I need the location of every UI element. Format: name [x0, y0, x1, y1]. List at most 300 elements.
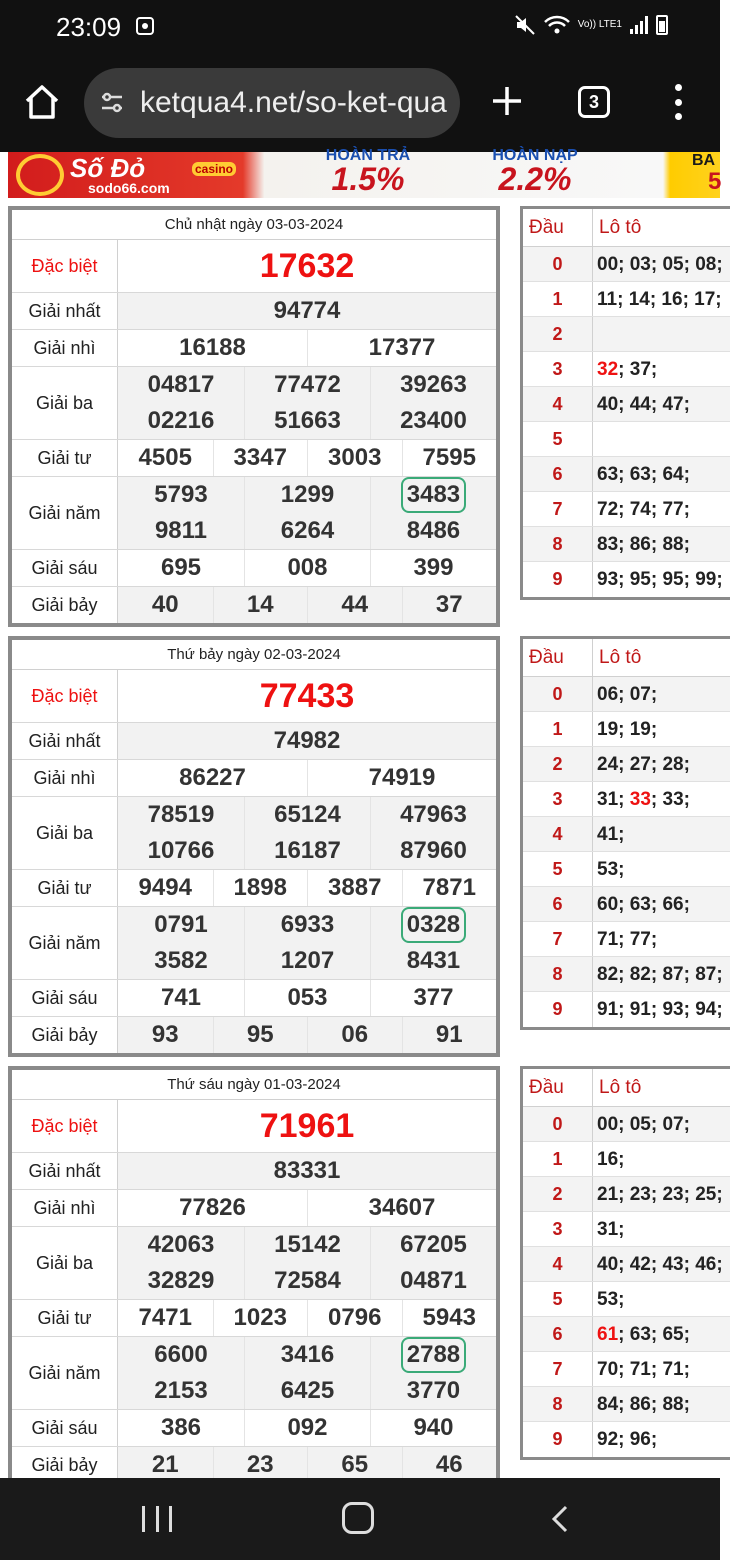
loto-row — [523, 712, 730, 747]
prize-number: 65 — [307, 1447, 402, 1483]
loto-header-dau: Đầu — [523, 1069, 593, 1106]
site-settings-icon[interactable] — [100, 92, 124, 114]
ad-banner[interactable] — [8, 147, 722, 198]
prize-row-g1 — [12, 723, 496, 760]
prize-number: 06 — [307, 1017, 402, 1053]
prize-number: 47963 — [370, 797, 496, 833]
loto-dau: 3 — [523, 352, 593, 386]
loto-dau: 6 — [523, 457, 593, 491]
loto-values-text: 53; — [597, 1289, 625, 1310]
promo-deposit — [460, 147, 610, 197]
prize-label: Giải năm — [12, 477, 118, 549]
loto-values — [593, 492, 730, 526]
loto-row — [523, 317, 730, 352]
result-date: Thứ sáu ngày 01-03-2024 — [12, 1070, 496, 1100]
prize-number: 37 — [402, 587, 497, 623]
url-text: ketqua4.net/so-ket-qua — [140, 86, 447, 119]
prize-number: 5793 — [154, 481, 208, 508]
status-icons — [514, 14, 668, 36]
loto-header — [523, 639, 730, 677]
loto-dau: 1 — [523, 712, 593, 746]
prize-row-g3 — [12, 1227, 496, 1300]
result-table — [8, 206, 500, 627]
home-button-icon[interactable] — [342, 1502, 374, 1534]
loto-values-text: 92; 96; — [597, 1429, 658, 1450]
prize-values — [118, 587, 496, 623]
prize-values — [118, 367, 496, 439]
prize-number: 9494 — [138, 874, 192, 901]
promo-deposit-value: 2.2% — [498, 161, 572, 197]
loto-dau: 7 — [523, 922, 593, 956]
loto-dau: 4 — [523, 387, 593, 421]
prize-row-g7 — [12, 587, 496, 623]
loto-values — [593, 562, 730, 597]
prize-number: 77472 — [244, 367, 370, 403]
prize-values — [118, 550, 496, 586]
prize-row-g2 — [12, 330, 496, 367]
prize-row-g6 — [12, 1410, 496, 1447]
loto-values-text: 21; 23; 23; 25; — [597, 1184, 723, 1205]
prize-label: Giải nhất — [12, 293, 118, 329]
prize-values — [118, 240, 496, 292]
loto-dau: 8 — [523, 527, 593, 561]
prize-number: 23400 — [370, 403, 496, 439]
loto-row — [523, 457, 730, 492]
prize-number: 04871 — [370, 1263, 496, 1299]
loto-highlight: 33 — [629, 789, 651, 810]
prize-number: 741 — [160, 984, 202, 1011]
loto-row — [523, 1317, 730, 1352]
prize-label: Giải sáu — [12, 1410, 118, 1446]
result-date: Chủ nhật ngày 03-03-2024 — [12, 210, 496, 240]
prize-row-g6 — [12, 980, 496, 1017]
prize-row-g2 — [12, 1190, 496, 1227]
loto-dau: 8 — [523, 957, 593, 991]
prize-number: 44 — [307, 587, 402, 623]
prize-label: Giải năm — [12, 907, 118, 979]
prize-number: 4505 — [138, 444, 192, 471]
prize-label: Giải nhất — [12, 1153, 118, 1189]
loto-dau: 6 — [523, 887, 593, 921]
prize-number: 23 — [213, 1447, 308, 1483]
prize-values — [118, 1410, 496, 1446]
prize-number: 91 — [402, 1017, 497, 1053]
loto-header-loto: Lô tô — [599, 1077, 642, 1098]
result-table — [8, 1066, 500, 1487]
prize-number: 3887 — [307, 870, 402, 906]
prize-number: 77826 — [179, 1194, 246, 1221]
banner-casino-tag: casino — [192, 162, 236, 176]
loto-header-loto: Lô tô — [599, 647, 642, 668]
prize-number: 377 — [370, 980, 496, 1016]
loto-row — [523, 282, 730, 317]
prize-row-g5 — [12, 1337, 496, 1410]
loto-values — [593, 957, 730, 991]
loto-values — [593, 817, 730, 851]
prize-number: 8486 — [370, 513, 496, 549]
prize-number: 1299 — [244, 477, 370, 513]
loto-values-text: 71; 77; — [597, 929, 658, 950]
loto-values-text: 83; 86; 88; — [597, 534, 690, 555]
clock: 23:09 — [56, 12, 122, 42]
loto-values — [593, 1142, 730, 1176]
loto-row — [523, 957, 730, 992]
prize-number: 695 — [160, 554, 202, 581]
prize-values — [118, 1300, 496, 1336]
prize-number: 94774 — [273, 297, 341, 324]
loto-dau: 7 — [523, 1352, 593, 1386]
prize-number: 3416 — [244, 1337, 370, 1373]
prize-number — [370, 477, 496, 513]
prize-number: 83331 — [273, 1157, 341, 1184]
loto-header — [523, 209, 730, 247]
loto-header-dau: Đầu — [523, 209, 593, 246]
prize-row-db — [12, 240, 496, 293]
prize-number: 17632 — [259, 246, 355, 285]
loto-dau: 9 — [523, 992, 593, 1027]
loto-values — [593, 782, 730, 816]
prize-number: 399 — [370, 550, 496, 586]
banner-cut-text: BA — [692, 152, 716, 169]
prize-label: Đặc biệt — [12, 240, 118, 292]
loto-values — [593, 352, 730, 386]
promo-refund — [298, 147, 438, 197]
prize-label: Giải sáu — [12, 550, 118, 586]
prize-number: 6264 — [244, 513, 370, 549]
prize-number: 7471 — [138, 1304, 192, 1331]
prize-values — [118, 293, 496, 329]
loto-values-text: ; 63; 65; — [618, 1324, 690, 1345]
prize-row-g4 — [12, 440, 496, 477]
loto-values — [593, 747, 730, 781]
prize-label: Giải sáu — [12, 980, 118, 1016]
promo-refund-value: 1.5% — [331, 161, 405, 197]
prize-row-g1 — [12, 1153, 496, 1190]
loto-row — [523, 562, 730, 597]
loto-values-text: 53; — [597, 859, 625, 880]
prize-number: 34607 — [307, 1190, 496, 1226]
prize-number: 5943 — [402, 1300, 497, 1336]
loto-row — [523, 1247, 730, 1282]
loto-dau: 1 — [523, 1142, 593, 1176]
prize-row-g6 — [12, 550, 496, 587]
prize-number: 86227 — [179, 764, 246, 791]
signal-icon — [630, 16, 648, 34]
prize-label: Giải bảy — [12, 1447, 118, 1483]
loto-row — [523, 1212, 730, 1247]
prize-number: 3582 — [154, 947, 208, 974]
prize-number: 15142 — [244, 1227, 370, 1263]
loto-header-dau: Đầu — [523, 639, 593, 676]
prize-number: 16187 — [244, 833, 370, 869]
loto-row — [523, 677, 730, 712]
prize-row-db — [12, 1100, 496, 1153]
prize-number: 1207 — [244, 943, 370, 979]
loto-values-text: 41; — [597, 824, 625, 845]
prize-number: 42063 — [147, 1231, 215, 1258]
prize-values — [118, 670, 496, 722]
loto-row — [523, 1282, 730, 1317]
loto-values-pre: 31; — [597, 789, 630, 810]
loto-values-text: 31; — [597, 1219, 625, 1240]
prize-number — [370, 1337, 496, 1373]
loto-values — [593, 1317, 730, 1351]
prize-number: 008 — [244, 550, 370, 586]
circled-number: 0328 — [401, 907, 466, 943]
battery-icon — [656, 15, 668, 35]
loto-row — [523, 1422, 730, 1457]
loto-row — [523, 422, 730, 457]
loto-dau: 2 — [523, 747, 593, 781]
loto-dau: 8 — [523, 1387, 593, 1421]
prize-row-db — [12, 670, 496, 723]
prize-number: 6425 — [244, 1373, 370, 1409]
loto-values — [593, 922, 730, 956]
loto-values — [593, 1107, 730, 1141]
loto-values — [593, 677, 730, 711]
loto-values-text: 60; 63; 66; — [597, 894, 690, 915]
loto-header-loto: Lô tô — [599, 217, 642, 238]
prize-label: Giải tư — [12, 870, 118, 906]
loto-values — [593, 422, 730, 456]
casino-logo-icon — [16, 154, 64, 196]
banner-brand: Số Đỏ — [70, 153, 146, 183]
prize-label: Giải ba — [12, 1227, 118, 1299]
loto-row — [523, 817, 730, 852]
prize-number: 10766 — [147, 837, 215, 864]
prize-label: Đặc biệt — [12, 670, 118, 722]
prize-number: 04817 — [147, 371, 215, 398]
result-date: Thứ bảy ngày 02-03-2024 — [12, 640, 496, 670]
circled-number: 3483 — [401, 477, 466, 513]
loto-row — [523, 782, 730, 817]
loto-dau: 0 — [523, 1107, 593, 1141]
loto-values-text: 19; 19; — [597, 719, 658, 740]
loto-row — [523, 922, 730, 957]
prize-values — [118, 330, 496, 366]
prize-values — [118, 440, 496, 476]
loto-values — [593, 1352, 730, 1386]
prize-number: 67205 — [370, 1227, 496, 1263]
prize-label: Giải nhì — [12, 330, 118, 366]
loto-values-text: 00; 03; 05; 08; — [597, 254, 723, 275]
loto-values-text: 40; 42; 43; 46; — [597, 1254, 723, 1275]
loto-values — [593, 1282, 730, 1316]
loto-dau: 5 — [523, 422, 593, 456]
prize-number: 02216 — [147, 407, 215, 434]
loto-dau: 0 — [523, 677, 593, 711]
prize-number: 14 — [213, 587, 308, 623]
prize-label: Giải ba — [12, 797, 118, 869]
prize-number: 46 — [402, 1447, 497, 1483]
prize-label: Giải bảy — [12, 1017, 118, 1053]
loto-dau: 5 — [523, 1282, 593, 1316]
loto-row — [523, 1142, 730, 1177]
prize-number: 3003 — [307, 440, 402, 476]
prize-row-g3 — [12, 797, 496, 870]
promo-deposit-title: HOÀN NẠP — [492, 147, 578, 164]
loto-values-text: 16; — [597, 1149, 625, 1170]
prize-row-g2 — [12, 760, 496, 797]
prize-number: 1898 — [213, 870, 308, 906]
prize-number: 940 — [370, 1410, 496, 1446]
volte-indicator: Vo)) LTE1 — [577, 19, 622, 30]
prize-number: 386 — [160, 1414, 202, 1441]
loto-row — [523, 887, 730, 922]
loto-body — [523, 247, 730, 597]
prize-number: 2153 — [154, 1377, 208, 1404]
prize-label: Giải ba — [12, 367, 118, 439]
loto-row — [523, 1107, 730, 1142]
loto-row — [523, 747, 730, 782]
status-bar — [0, 0, 720, 56]
loto-header — [523, 1069, 730, 1107]
prize-number: 40 — [151, 591, 179, 618]
prize-label: Giải nhất — [12, 723, 118, 759]
prize-number: 93 — [151, 1021, 179, 1048]
loto-row — [523, 247, 730, 282]
prize-number: 0796 — [307, 1300, 402, 1336]
loto-dau: 4 — [523, 1247, 593, 1281]
wifi-icon — [544, 14, 570, 36]
prize-number: 32829 — [147, 1267, 215, 1294]
loto-values — [593, 992, 730, 1027]
loto-values — [593, 317, 730, 351]
prize-row-g4 — [12, 1300, 496, 1337]
loto-values — [593, 457, 730, 491]
loto-values-text: 24; 27; 28; — [597, 754, 690, 775]
result-table — [8, 636, 500, 1057]
prize-number: 6600 — [154, 1341, 208, 1368]
prize-label: Giải bảy — [12, 587, 118, 623]
prize-number: 3770 — [370, 1373, 496, 1409]
loto-body — [523, 1107, 730, 1457]
loto-table — [520, 206, 730, 600]
loto-values — [593, 387, 730, 421]
loto-row — [523, 387, 730, 422]
tab-switcher-button[interactable]: 3 — [578, 86, 610, 118]
prize-label: Giải nhì — [12, 760, 118, 796]
loto-body — [523, 677, 730, 1027]
prize-row-g5 — [12, 907, 496, 980]
loto-dau: 9 — [523, 562, 593, 597]
back-icon[interactable] — [548, 1504, 572, 1534]
loto-values-text: ; 37; — [618, 359, 658, 380]
prize-number: 0791 — [154, 911, 208, 938]
prize-values — [118, 797, 496, 869]
prize-number: 87960 — [370, 833, 496, 869]
prize-values — [118, 477, 496, 549]
loto-values — [593, 527, 730, 561]
prize-number: 9811 — [154, 517, 208, 544]
prize-values — [118, 1100, 496, 1152]
loto-dau: 9 — [523, 1422, 593, 1457]
prize-number: 72584 — [244, 1263, 370, 1299]
loto-row — [523, 852, 730, 887]
prize-number: 053 — [244, 980, 370, 1016]
prize-number: 7595 — [402, 440, 497, 476]
prize-values — [118, 760, 496, 796]
home-icon[interactable] — [22, 82, 62, 122]
prize-row-g7 — [12, 1017, 496, 1053]
recents-icon[interactable] — [142, 1506, 172, 1532]
loto-row — [523, 1177, 730, 1212]
loto-values — [593, 1422, 730, 1457]
loto-values-text: 91; 91; 93; 94; — [597, 999, 723, 1020]
loto-dau: 7 — [523, 492, 593, 526]
prize-row-g4 — [12, 870, 496, 907]
loto-row — [523, 1387, 730, 1422]
new-tab-icon[interactable] — [490, 84, 524, 118]
prize-number: 74982 — [273, 727, 341, 754]
system-nav-bar — [0, 1478, 720, 1560]
more-menu-icon[interactable] — [672, 84, 684, 120]
prize-number: 21 — [151, 1451, 179, 1478]
prize-values — [118, 1017, 496, 1053]
loto-table — [520, 1066, 730, 1460]
loto-row — [523, 527, 730, 562]
loto-values-text: 84; 86; 88; — [597, 1394, 690, 1415]
prize-row-g5 — [12, 477, 496, 550]
loto-values — [593, 247, 730, 281]
loto-values — [593, 282, 730, 316]
banner-site: sodo66.com — [88, 180, 170, 196]
loto-row — [523, 992, 730, 1027]
prize-values — [118, 980, 496, 1016]
prize-number: 6933 — [244, 907, 370, 943]
loto-values-text: 72; 74; 77; — [597, 499, 690, 520]
prize-number: 1023 — [213, 1300, 308, 1336]
loto-values-text: 82; 82; 87; 87; — [597, 964, 723, 985]
prize-values — [118, 1227, 496, 1299]
loto-values — [593, 1387, 730, 1421]
loto-values-text: 40; 44; 47; — [597, 394, 690, 415]
prize-number: 3347 — [213, 440, 308, 476]
prize-number: 95 — [213, 1017, 308, 1053]
prize-number — [370, 907, 496, 943]
loto-values — [593, 1177, 730, 1211]
prize-number: 8431 — [370, 943, 496, 979]
loto-values-text: 11; 14; 16; 17; — [597, 289, 722, 310]
loto-values-text: 63; 63; 64; — [597, 464, 690, 485]
prize-label: Giải năm — [12, 1337, 118, 1409]
prize-number: 7871 — [402, 870, 497, 906]
loto-table — [520, 636, 730, 1030]
promo-refund-title: HOÀN TRẢ — [325, 147, 411, 164]
prize-number: 51663 — [244, 403, 370, 439]
prize-number: 39263 — [370, 367, 496, 403]
loto-row — [523, 352, 730, 387]
loto-dau: 0 — [523, 247, 593, 281]
loto-dau: 2 — [523, 317, 593, 351]
loto-dau: 4 — [523, 817, 593, 851]
mute-icon — [514, 14, 536, 36]
prize-number: 092 — [244, 1410, 370, 1446]
prize-number: 71961 — [259, 1106, 355, 1145]
loto-values — [593, 887, 730, 921]
prize-values — [118, 723, 496, 759]
prize-number: 65124 — [244, 797, 370, 833]
prize-label: Đặc biệt — [12, 1100, 118, 1152]
loto-values — [593, 1212, 730, 1246]
prize-number: 16188 — [179, 334, 246, 361]
prize-values — [118, 870, 496, 906]
loto-dau: 2 — [523, 1177, 593, 1211]
loto-dau: 3 — [523, 1212, 593, 1246]
address-bar[interactable] — [84, 68, 460, 138]
loto-row — [523, 1352, 730, 1387]
prize-number: 17377 — [307, 330, 496, 366]
